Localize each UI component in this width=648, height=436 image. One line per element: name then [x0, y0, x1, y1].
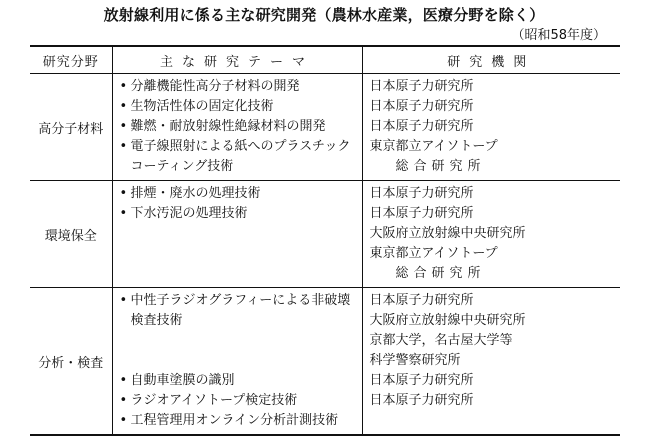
theme-item: 検査技術 — [130, 313, 183, 328]
theme-item: • 生物活性体の固定化技術 — [119, 97, 362, 117]
theme-item: コーティング技術 — [130, 159, 234, 174]
table-row — [30, 288, 620, 436]
research-field: 高分子材料 — [30, 74, 112, 181]
theme-item: • ラジオアイソトープ検定技術 — [119, 391, 362, 411]
research-table — [30, 45, 620, 436]
header-field: 研究分野 — [30, 46, 112, 74]
table-row — [30, 74, 620, 181]
institution-item: 総合研究所 — [395, 266, 486, 281]
theme-item: • 分離機能性高分子材料の開発 — [119, 77, 362, 97]
theme-item: • 電子線照射による紙へのプラスチック — [119, 137, 362, 157]
header-institution: 研究機関 — [362, 46, 620, 74]
research-institutions — [362, 181, 620, 288]
institution-item: 東京都立アイソトープ — [369, 139, 498, 154]
institution-item: 東京都立アイソトープ — [369, 246, 498, 261]
header-theme: 主な研究テーマ — [112, 46, 362, 74]
institution-item: 日本原子力研究所 — [369, 206, 474, 221]
research-themes — [112, 74, 362, 181]
theme-item: • 中性子ラジオグラフィーによる非破壊 — [119, 291, 362, 311]
research-themes — [112, 181, 362, 288]
institution-item: 京都大学，名古屋大学等 — [369, 333, 513, 348]
institution-item: 日本原子力研究所 — [369, 119, 474, 134]
research-institutions — [362, 74, 620, 181]
institution-item: 日本原子力研究所 — [369, 373, 474, 388]
header-row — [30, 46, 620, 74]
theme-item: • 難燃・耐放射線性絶縁材料の開発 — [119, 117, 362, 137]
research-field: 環境保全 — [30, 181, 112, 288]
page-title: 放射線利用に係る主な研究開発（農林水産業，医療分野を除く） — [103, 6, 545, 24]
research-themes — [112, 288, 362, 436]
theme-item — [119, 351, 362, 371]
institution-item: 日本原子力研究所 — [369, 393, 474, 408]
theme-item — [119, 331, 362, 351]
institution-item: 日本原子力研究所 — [369, 186, 474, 201]
theme-item: • 排煙・廃水の処理技術 — [119, 184, 362, 204]
institution-item: 日本原子力研究所 — [369, 293, 474, 308]
institution-item: 大阪府立放射線中央研究所 — [369, 313, 526, 328]
fiscal-year-note: （昭和58年度） — [511, 28, 606, 43]
institution-item: 大阪府立放射線中央研究所 — [369, 226, 526, 241]
research-institutions — [362, 288, 620, 436]
theme-item: • 自動車塗膜の識別 — [119, 371, 362, 391]
institution-item: 科学警察研究所 — [369, 353, 461, 368]
research-field: 分析・検査 — [30, 288, 112, 436]
institution-item: 総合研究所 — [395, 159, 486, 174]
institution-item: 日本原子力研究所 — [369, 79, 474, 94]
table-row — [30, 181, 620, 288]
theme-item: • 工程管理用オンライン分析計測技術 — [119, 411, 362, 431]
theme-item: • 下水汚泥の処理技術 — [119, 204, 362, 224]
institution-item: 日本原子力研究所 — [369, 99, 474, 114]
